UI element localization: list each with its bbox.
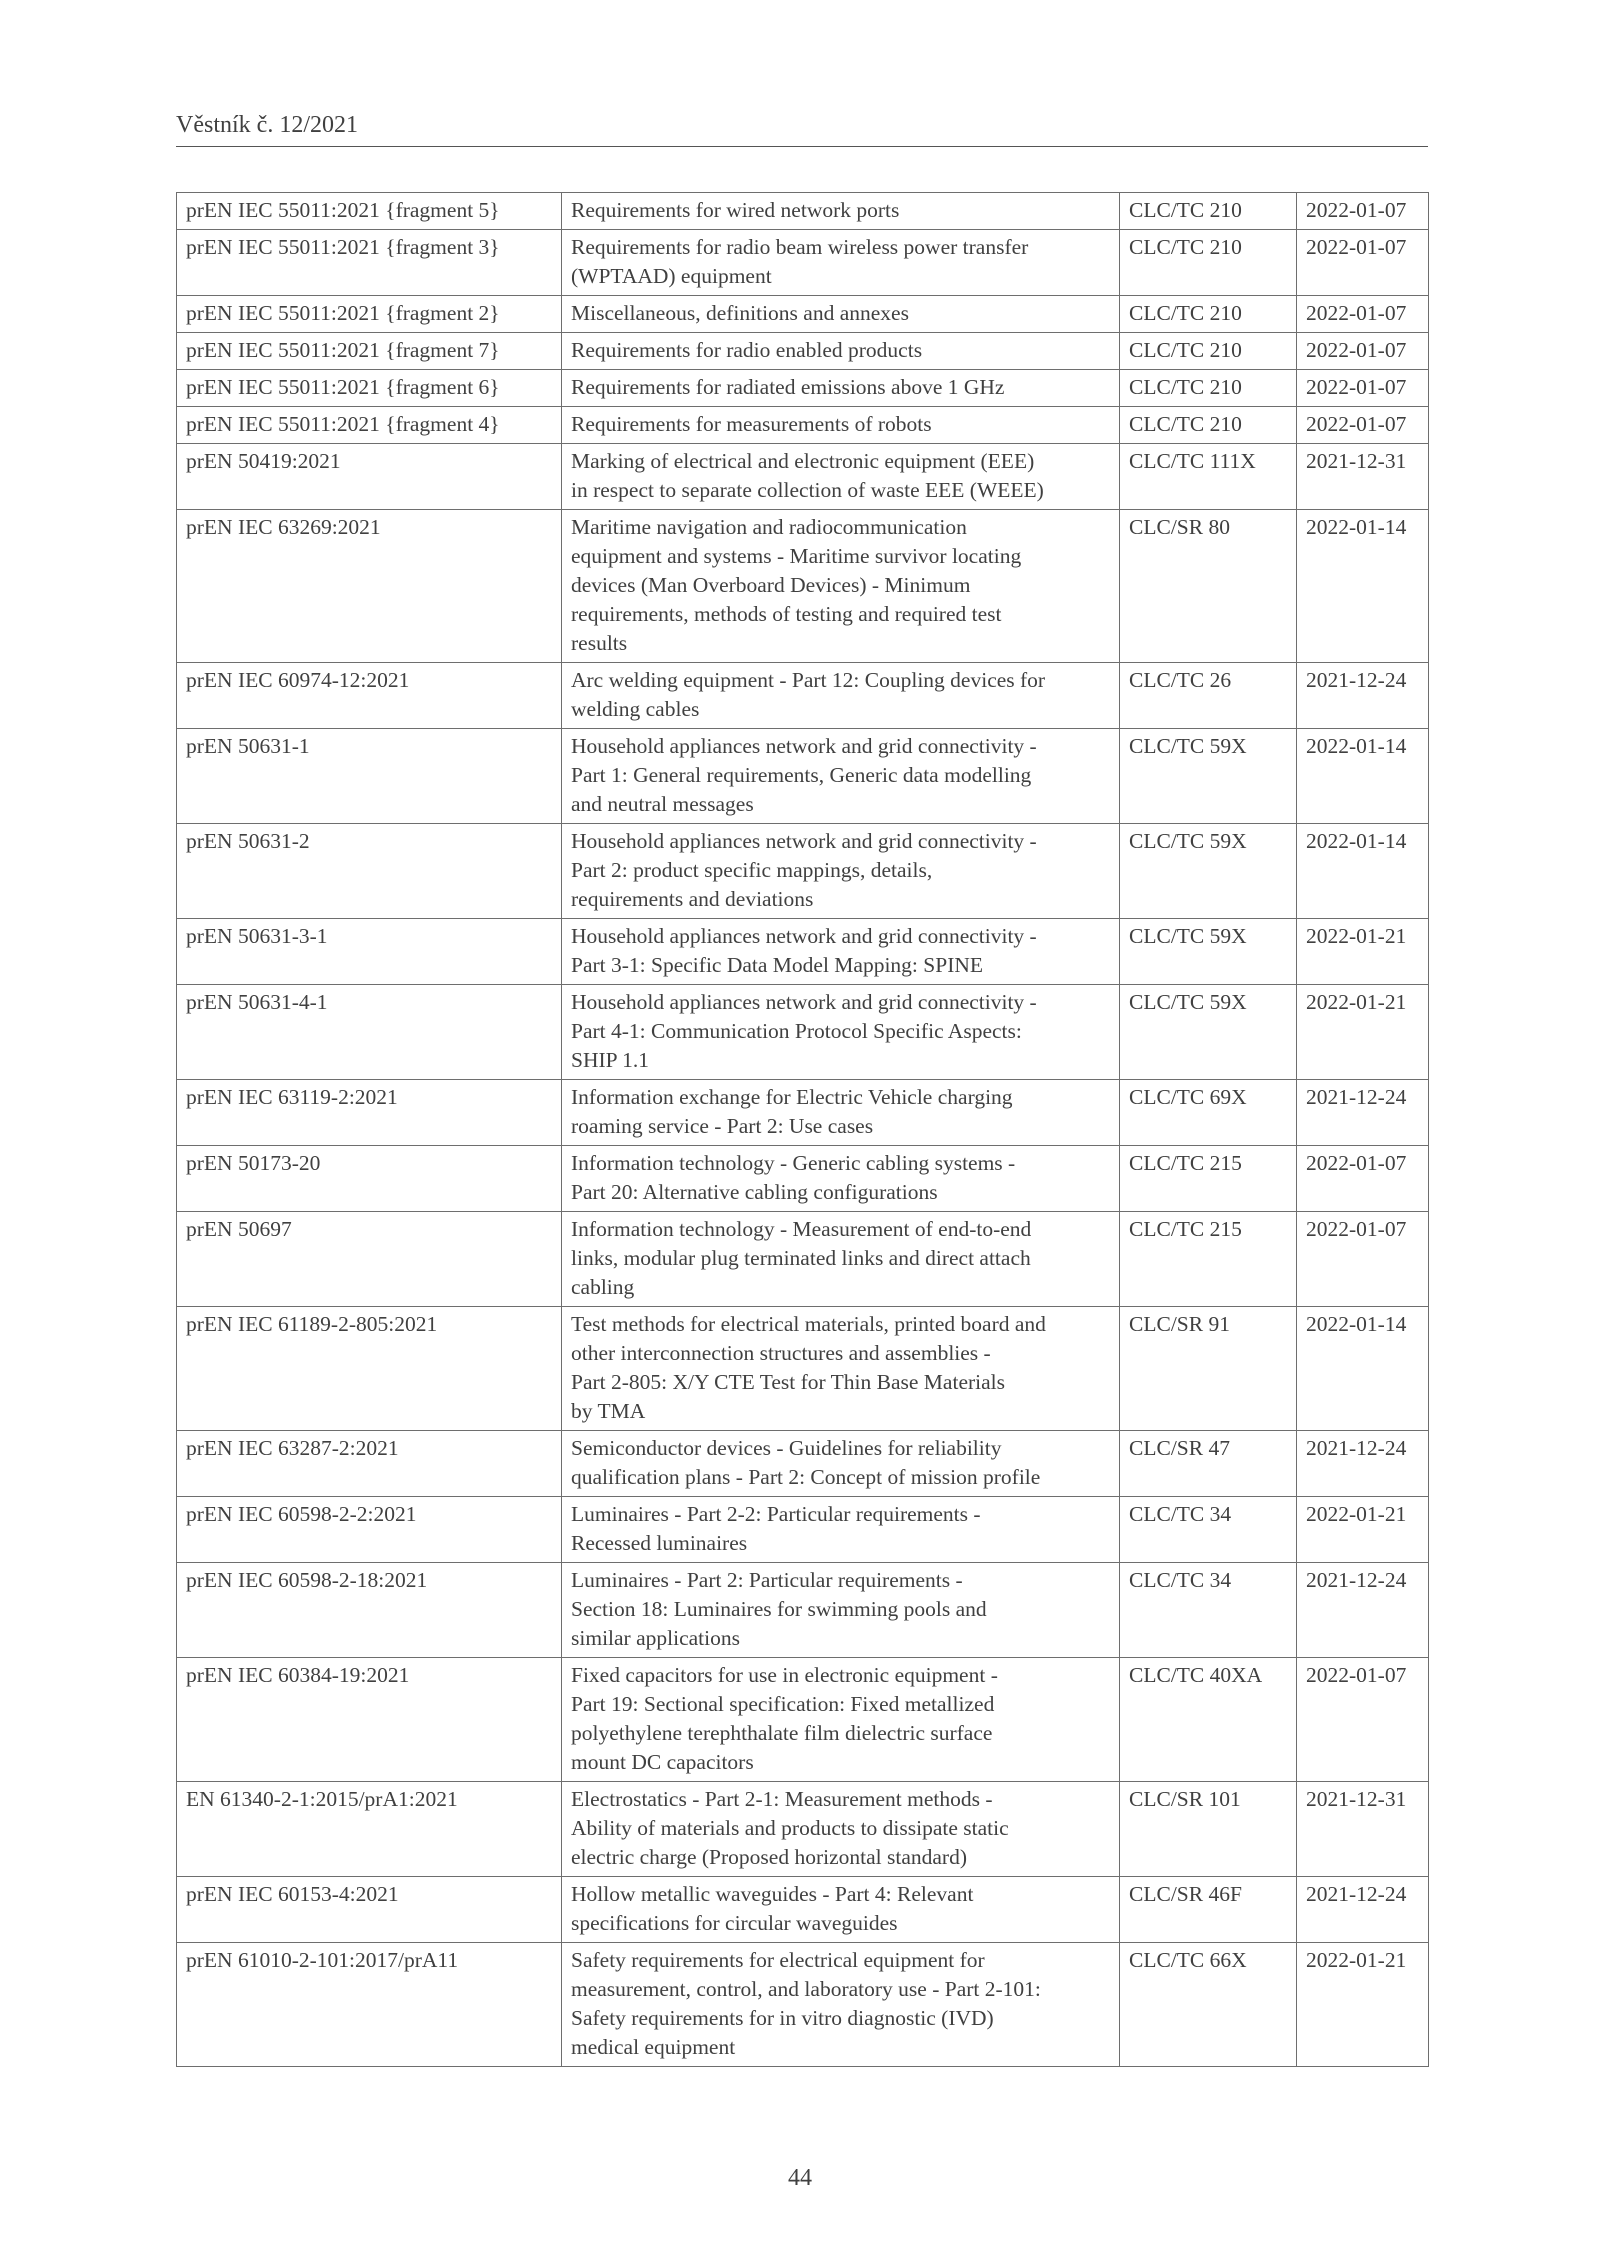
title-cell: Requirements for radiated emissions above 1 GHz	[562, 370, 1120, 407]
title-cell: Requirements for radio beam wireless power transfer (WPTAAD) equipment	[562, 230, 1120, 296]
title-cell: Requirements for wired network ports	[562, 193, 1120, 230]
standard-reference-cell: prEN IEC 60598-2-2:2021	[177, 1497, 562, 1563]
table-row	[177, 230, 1429, 296]
committee-cell: CLC/TC 59X	[1120, 919, 1297, 985]
standard-reference-cell: prEN IEC 55011:2021 {fragment 6}	[177, 370, 562, 407]
standard-reference-cell: prEN IEC 55011:2021 {fragment 3}	[177, 230, 562, 296]
table-row	[177, 1497, 1429, 1563]
committee-cell: CLC/SR 46F	[1120, 1877, 1297, 1943]
standard-reference-cell: prEN 50697	[177, 1212, 562, 1307]
title-cell: Marking of electrical and electronic equipment (EEE) in respect to separate collection of waste EEE (WEEE)	[562, 444, 1120, 510]
deadline-cell: 2021-12-31	[1297, 444, 1429, 510]
title-cell: Arc welding equipment - Part 12: Coupling devices for welding cables	[562, 663, 1120, 729]
deadline-cell: 2022-01-07	[1297, 407, 1429, 444]
deadline-cell: 2021-12-24	[1297, 1563, 1429, 1658]
standard-reference-cell: prEN 50631-4-1	[177, 985, 562, 1080]
table-row	[177, 1212, 1429, 1307]
standard-reference-cell: prEN IEC 63119-2:2021	[177, 1080, 562, 1146]
deadline-cell: 2021-12-24	[1297, 1080, 1429, 1146]
deadline-cell: 2022-01-07	[1297, 230, 1429, 296]
deadline-cell: 2022-01-07	[1297, 1212, 1429, 1307]
standard-reference-cell: prEN IEC 63287-2:2021	[177, 1431, 562, 1497]
deadline-cell: 2022-01-07	[1297, 193, 1429, 230]
committee-cell: CLC/TC 210	[1120, 193, 1297, 230]
committee-cell: CLC/TC 59X	[1120, 824, 1297, 919]
committee-cell: CLC/SR 47	[1120, 1431, 1297, 1497]
committee-cell: CLC/TC 210	[1120, 407, 1297, 444]
deadline-cell: 2022-01-21	[1297, 985, 1429, 1080]
committee-cell: CLC/TC 59X	[1120, 729, 1297, 824]
standard-reference-cell: prEN IEC 55011:2021 {fragment 5}	[177, 193, 562, 230]
standard-reference-cell: prEN IEC 55011:2021 {fragment 7}	[177, 333, 562, 370]
standard-reference-cell: prEN IEC 55011:2021 {fragment 4}	[177, 407, 562, 444]
committee-cell: CLC/SR 80	[1120, 510, 1297, 663]
table-row	[177, 1307, 1429, 1431]
standard-reference-cell: prEN IEC 61189-2-805:2021	[177, 1307, 562, 1431]
bulletin-title: Věstník č. 12/2021	[176, 112, 358, 138]
deadline-cell: 2022-01-21	[1297, 919, 1429, 985]
standard-reference-cell: prEN 50173-20	[177, 1146, 562, 1212]
title-cell: Requirements for radio enabled products	[562, 333, 1120, 370]
page-header	[176, 110, 1428, 147]
committee-cell: CLC/TC 40XA	[1120, 1658, 1297, 1782]
standard-reference-cell: prEN 50631-2	[177, 824, 562, 919]
committee-cell: CLC/TC 210	[1120, 370, 1297, 407]
standards-table-body	[177, 193, 1429, 2067]
committee-cell: CLC/TC 215	[1120, 1212, 1297, 1307]
title-cell: Household appliances network and grid connectivity - Part 2: product specific mappings, details, requirements and deviations	[562, 824, 1120, 919]
title-cell: Miscellaneous, definitions and annexes	[562, 296, 1120, 333]
committee-cell: CLC/TC 111X	[1120, 444, 1297, 510]
title-cell: Fixed capacitors for use in electronic equipment - Part 19: Sectional specification: Fixed metallized polyethylene terephthalate film dielectric surface mount DC capacitors	[562, 1658, 1120, 1782]
deadline-cell: 2021-12-24	[1297, 663, 1429, 729]
committee-cell: CLC/TC 210	[1120, 296, 1297, 333]
title-cell: Information technology - Generic cabling systems - Part 20: Alternative cabling configurations	[562, 1146, 1120, 1212]
deadline-cell: 2022-01-14	[1297, 824, 1429, 919]
committee-cell: CLC/TC 26	[1120, 663, 1297, 729]
table-row	[177, 1658, 1429, 1782]
table-row	[177, 1943, 1429, 2067]
deadline-cell: 2022-01-14	[1297, 1307, 1429, 1431]
standard-reference-cell: prEN IEC 60974-12:2021	[177, 663, 562, 729]
page-number: 44	[788, 2165, 812, 2191]
deadline-cell: 2022-01-14	[1297, 510, 1429, 663]
committee-cell: CLC/TC 34	[1120, 1497, 1297, 1563]
title-cell: Luminaires - Part 2-2: Particular requirements - Recessed luminaires	[562, 1497, 1120, 1563]
table-row	[177, 296, 1429, 333]
table-row	[177, 919, 1429, 985]
deadline-cell: 2022-01-07	[1297, 1658, 1429, 1782]
title-cell: Household appliances network and grid connectivity - Part 1: General requirements, Generic data modelling and neutral messages	[562, 729, 1120, 824]
table-row	[177, 663, 1429, 729]
committee-cell: CLC/SR 101	[1120, 1782, 1297, 1877]
deadline-cell: 2022-01-14	[1297, 729, 1429, 824]
title-cell: Semiconductor devices - Guidelines for reliability qualification plans - Part 2: Concept of mission profile	[562, 1431, 1120, 1497]
standard-reference-cell: prEN IEC 60384-19:2021	[177, 1658, 562, 1782]
committee-cell: CLC/TC 215	[1120, 1146, 1297, 1212]
title-cell: Electrostatics - Part 2-1: Measurement methods - Ability of materials and products to dissipate static electric charge (Proposed horizontal standard)	[562, 1782, 1120, 1877]
committee-cell: CLC/TC 210	[1120, 333, 1297, 370]
committee-cell: CLC/TC 34	[1120, 1563, 1297, 1658]
table-row	[177, 1877, 1429, 1943]
deadline-cell: 2021-12-31	[1297, 1782, 1429, 1877]
committee-cell: CLC/TC 69X	[1120, 1080, 1297, 1146]
committee-cell: CLC/SR 91	[1120, 1307, 1297, 1431]
standard-reference-cell: prEN IEC 55011:2021 {fragment 2}	[177, 296, 562, 333]
deadline-cell: 2022-01-21	[1297, 1943, 1429, 2067]
title-cell: Hollow metallic waveguides - Part 4: Relevant specifications for circular waveguides	[562, 1877, 1120, 1943]
table-row	[177, 370, 1429, 407]
deadline-cell: 2021-12-24	[1297, 1431, 1429, 1497]
table-row	[177, 985, 1429, 1080]
table-row	[177, 407, 1429, 444]
table-row	[177, 193, 1429, 230]
standard-reference-cell: prEN IEC 60153-4:2021	[177, 1877, 562, 1943]
title-cell: Test methods for electrical materials, printed board and other interconnection structures and assemblies - Part 2-805: X/Y CTE Test for Thin Base Materials by TMA	[562, 1307, 1120, 1431]
standard-reference-cell: prEN 50631-3-1	[177, 919, 562, 985]
committee-cell: CLC/TC 59X	[1120, 985, 1297, 1080]
standard-reference-cell: prEN IEC 60598-2-18:2021	[177, 1563, 562, 1658]
table-row	[177, 1080, 1429, 1146]
title-cell: Information exchange for Electric Vehicle charging roaming service - Part 2: Use cases	[562, 1080, 1120, 1146]
standard-reference-cell: EN 61340-2-1:2015/prA1:2021	[177, 1782, 562, 1877]
table-row	[177, 824, 1429, 919]
table-row	[177, 729, 1429, 824]
committee-cell: CLC/TC 210	[1120, 230, 1297, 296]
title-cell: Safety requirements for electrical equipment for measurement, control, and laboratory use - Part 2-101: Safety requirements for in vitro diagnostic (IVD) medical equipment	[562, 1943, 1120, 2067]
table-row	[177, 1146, 1429, 1212]
title-cell: Maritime navigation and radiocommunication equipment and systems - Maritime survivor locating devices (Man Overboard Devices) - Minimum requirements, methods of testing and required test results	[562, 510, 1120, 663]
deadline-cell: 2022-01-07	[1297, 333, 1429, 370]
title-cell: Household appliances network and grid connectivity - Part 4-1: Communication Protocol Specific Aspects: SHIP 1.1	[562, 985, 1120, 1080]
deadline-cell: 2021-12-24	[1297, 1877, 1429, 1943]
table-row	[177, 1563, 1429, 1658]
title-cell: Household appliances network and grid connectivity - Part 3-1: Specific Data Model Mapping: SPINE	[562, 919, 1120, 985]
deadline-cell: 2022-01-07	[1297, 1146, 1429, 1212]
standards-table	[176, 192, 1429, 2067]
standard-reference-cell: prEN IEC 63269:2021	[177, 510, 562, 663]
standard-reference-cell: prEN 50631-1	[177, 729, 562, 824]
table-row	[177, 444, 1429, 510]
table-row	[177, 1431, 1429, 1497]
deadline-cell: 2022-01-07	[1297, 296, 1429, 333]
deadline-cell: 2022-01-07	[1297, 370, 1429, 407]
table-row	[177, 333, 1429, 370]
title-cell: Information technology - Measurement of end-to-end links, modular plug terminated links and direct attach cabling	[562, 1212, 1120, 1307]
table-row	[177, 510, 1429, 663]
title-cell: Requirements for measurements of robots	[562, 407, 1120, 444]
deadline-cell: 2022-01-21	[1297, 1497, 1429, 1563]
standard-reference-cell: prEN 50419:2021	[177, 444, 562, 510]
table-row	[177, 1782, 1429, 1877]
committee-cell: CLC/TC 66X	[1120, 1943, 1297, 2067]
title-cell: Luminaires - Part 2: Particular requirements - Section 18: Luminaires for swimming pools and similar applications	[562, 1563, 1120, 1658]
standard-reference-cell: prEN 61010-2-101:2017/prA11	[177, 1943, 562, 2067]
